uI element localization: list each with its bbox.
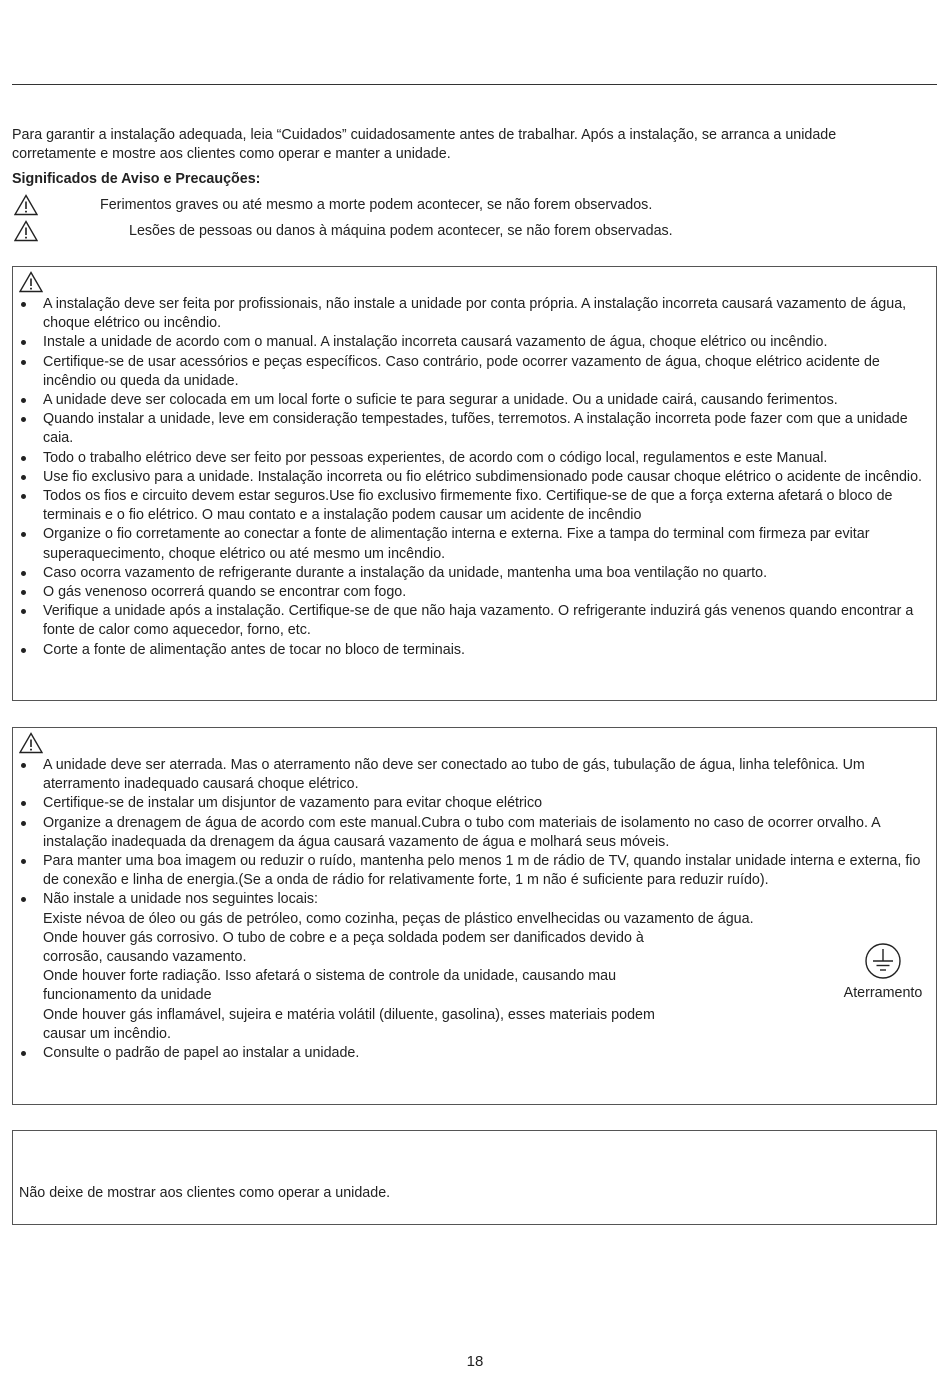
warning-triangle-icon xyxy=(19,732,43,754)
location-line: causar um incêndio. xyxy=(43,1025,171,1042)
intro-line: Para garantir a instalação adequada, leia “Cuidados” cuidadosamente antes de trabalhar. Após a instalação, se arranca a unidade xyxy=(12,127,837,143)
locations-intro: Não instale a unidade nos seguintes locais: xyxy=(43,891,318,908)
list-item: Organize o fio corretamente ao conectar a fonte de alimentação interna e externa. Fixe a tampa do terminal com firmeza par evitar superaquecimento, choque elétrico ou até mesmo um incêndio. xyxy=(13,525,936,563)
list-item: Certifique-se de instalar um disjuntor de vazamento para evitar choque elétrico xyxy=(13,794,936,813)
intro-paragraph xyxy=(12,126,937,164)
list-item: Todo o trabalho elétrico deve ser feito por pessoas experientes, de acordo com o código local, regulamentos e este Manual. xyxy=(13,449,936,468)
list-item: Corte a fonte de alimentação antes de tocar no bloco de terminais. xyxy=(13,641,936,660)
list-item: Para manter uma boa imagem ou reduzir o ruído, mantenha pelo menos 1 m de rádio de TV, quando instalar unidade interna e externa, fio de conexão e linha de energia.(Se a onda de rádio for relativamente forte, 1 m não é suficiente para reduzir ruído). xyxy=(13,852,936,890)
location-line: Onde houver gás corrosivo. O tubo de cobre e a peça soldada podem ser danificados devido à xyxy=(43,929,644,946)
ground-symbol-icon xyxy=(864,942,902,980)
tip-box xyxy=(12,1130,937,1225)
page-number: 18 xyxy=(466,1353,484,1370)
location-line: Onde houver forte radiação. Isso afetará o sistema de controle da unidade, causando mau xyxy=(43,968,617,985)
ground-symbol xyxy=(833,942,933,1003)
warning-list xyxy=(13,295,936,660)
list-item: Caso ocorra vazamento de refrigerante durante a instalação da unidade, mantenha uma boa ventilação no quarto. xyxy=(13,564,936,583)
warning-triangle-icon xyxy=(14,220,38,242)
warning-box xyxy=(12,266,937,701)
warning-triangle-icon xyxy=(19,271,43,293)
intro-line: corretamente e mostre aos clientes como operar e manter a unidade. xyxy=(12,146,451,163)
meanings-heading: Significados de Aviso e Precauções: xyxy=(12,171,261,187)
list-item: O gás venenoso ocorrerá quando se encontrar com fogo. xyxy=(13,583,936,602)
caution-box xyxy=(12,727,937,1105)
warning-triangle-icon xyxy=(14,194,38,216)
caution-list xyxy=(13,756,936,1063)
caution-meaning-row xyxy=(12,220,937,244)
warning-meaning-row xyxy=(12,194,937,218)
warning-meaning-text: Ferimentos graves ou até mesmo a morte podem acontecer, se não forem observados. xyxy=(100,197,653,213)
list-item: A unidade deve ser colocada em um local forte o suficie te para segurar a unidade. Ou a unidade cairá, causando ferimentos. xyxy=(13,391,936,410)
list-item: Todos os fios e circuito devem estar seguros.Use fio exclusivo firmemente fixo. Certifique-se de que a força externa afetará o bloco de terminais e o fio elétrico. O mau contato e a instalação podem causar um acidente de incêndio xyxy=(13,487,936,525)
location-line: corrosão, causando vazamento. xyxy=(43,949,247,966)
list-item-locations xyxy=(13,890,936,1044)
list-item: Use fio exclusivo para a unidade. Instalação incorreta ou fio elétrico subdimensionado pode causar choque elétrico o acidente de incêndio. xyxy=(13,468,936,487)
list-item: Consulte o padrão de papel ao instalar a unidade. xyxy=(13,1044,936,1063)
location-line: Existe névoa de óleo ou gás de petróleo, como cozinha, peças de plástico envelhecidas ou vazamento de água. xyxy=(43,910,754,927)
tip-text: Não deixe de mostrar aos clientes como operar a unidade. xyxy=(19,1185,391,1201)
list-item: A instalação deve ser feita por profissionais, não instale a unidade por conta própria. A instalação incorreta causará vazamento de água, choque elétrico ou incêndio. xyxy=(13,295,936,333)
list-item: Instale a unidade de acordo com o manual. A instalação incorreta causará vazamento de água, choque elétrico ou incêndio. xyxy=(13,333,936,352)
list-item: Verifique a unidade após a instalação. Certifique-se de que não haja vazamento. O refrigerante induzirá gás venenos quando encontrar a fonte de calor como aquecedor, forno, etc. xyxy=(13,602,936,640)
list-item: Certifique-se de usar acessórios e peças específicos. Caso contrário, pode ocorrer vazamento de água, choque elétrico acidente de incêndio ou queda da unidade. xyxy=(13,353,936,391)
header-rule xyxy=(12,84,937,85)
list-item: Quando instalar a unidade, leve em consideração tempestades, tufões, terremotos. A instalação incorreta pode fazer com que a unidade caia. xyxy=(13,410,936,448)
location-line: funcionamento da unidade xyxy=(43,987,212,1004)
list-item: Organize a drenagem de água de acordo com este manual.Cubra o tubo com materiais de isolamento no caso de ocorrer orvalho. A instalação inadequada da drenagem da água causará vazamento de água e molhará seus móveis. xyxy=(13,814,936,852)
ground-label: Aterramento xyxy=(843,985,923,1001)
list-item: A unidade deve ser aterrada. Mas o aterramento não deve ser conectado ao tubo de gás, tubulação de água, linha telefônica. Um aterramento inadequado causará choque elétrico. xyxy=(13,756,936,794)
location-line: Onde houver gás inflamável, sujeira e matéria volátil (diluente, gasolina), esses materiais podem xyxy=(43,1006,655,1023)
caution-meaning-text: Lesões de pessoas ou danos à máquina podem acontecer, se não forem observadas. xyxy=(129,223,673,239)
